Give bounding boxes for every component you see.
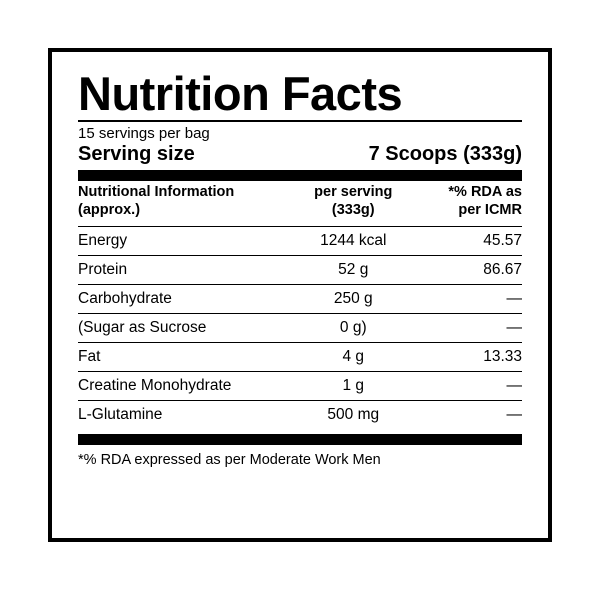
table-row — [78, 372, 522, 401]
table-row — [78, 343, 522, 372]
nutrient-amount: 1244 kcal — [291, 227, 415, 256]
nutrient-name: (Sugar as Sucrose — [78, 314, 291, 343]
nutrition-facts-panel — [48, 48, 552, 542]
nutrient-rda: 45.57 — [415, 227, 522, 256]
nutrition-facts-content — [78, 67, 522, 520]
servings-per-container: 15 servings per bag — [78, 124, 210, 142]
nutrient-name: L-Glutamine — [78, 401, 291, 430]
serving-size-row — [78, 143, 522, 170]
nutrient-name: Creatine Monohydrate — [78, 372, 291, 401]
thick-divider-top — [78, 170, 522, 181]
table-row — [78, 227, 522, 256]
serving-size-label: Serving size — [78, 142, 195, 165]
nutrient-rda: — — [415, 285, 522, 314]
nutrient-amount: 500 mg — [291, 401, 415, 430]
nutrient-name: Fat — [78, 343, 291, 372]
nutrients-table — [78, 181, 522, 429]
nutrient-rda: 86.67 — [415, 256, 522, 285]
header-nutrient-line2: (approx.) — [78, 202, 141, 219]
thick-divider-bottom — [78, 434, 522, 445]
header-amount-line1: per serving — [314, 183, 393, 200]
nutrient-amount: 250 g — [291, 285, 415, 314]
header-rda-line2: per ICMR — [458, 202, 522, 219]
nutrient-amount: 0 g) — [291, 314, 415, 343]
nutrient-amount: 52 g — [291, 256, 415, 285]
nutrient-amount: 4 g — [291, 343, 415, 372]
serving-size-value: 7 Scoops (333g) — [368, 142, 522, 165]
header-amount-column — [291, 181, 415, 227]
nutrient-rda: — — [415, 314, 522, 343]
table-row — [78, 256, 522, 285]
header-rda-column — [415, 181, 522, 227]
nutrient-rda: — — [415, 401, 522, 430]
rda-footnote: *% RDA expressed as per Moderate Work Men — [78, 452, 381, 469]
header-rda-line1: *% RDA as — [448, 183, 522, 200]
header-nutrient-column — [78, 181, 291, 227]
table-row — [78, 401, 522, 430]
header-amount-line2: (333g) — [331, 202, 375, 219]
nutrient-name: Energy — [78, 227, 291, 256]
nutrient-amount: 1 g — [291, 372, 415, 401]
nutrient-name: Protein — [78, 256, 291, 285]
nutrient-rda: 13.33 — [415, 343, 522, 372]
table-row — [78, 314, 522, 343]
page-title: Nutrition Facts — [78, 67, 403, 120]
table-header-row — [78, 181, 522, 227]
table-row — [78, 285, 522, 314]
nutrient-name: Carbohydrate — [78, 285, 291, 314]
header-nutrient-line1: Nutritional Information — [78, 183, 235, 200]
nutrient-rda: — — [415, 372, 522, 401]
